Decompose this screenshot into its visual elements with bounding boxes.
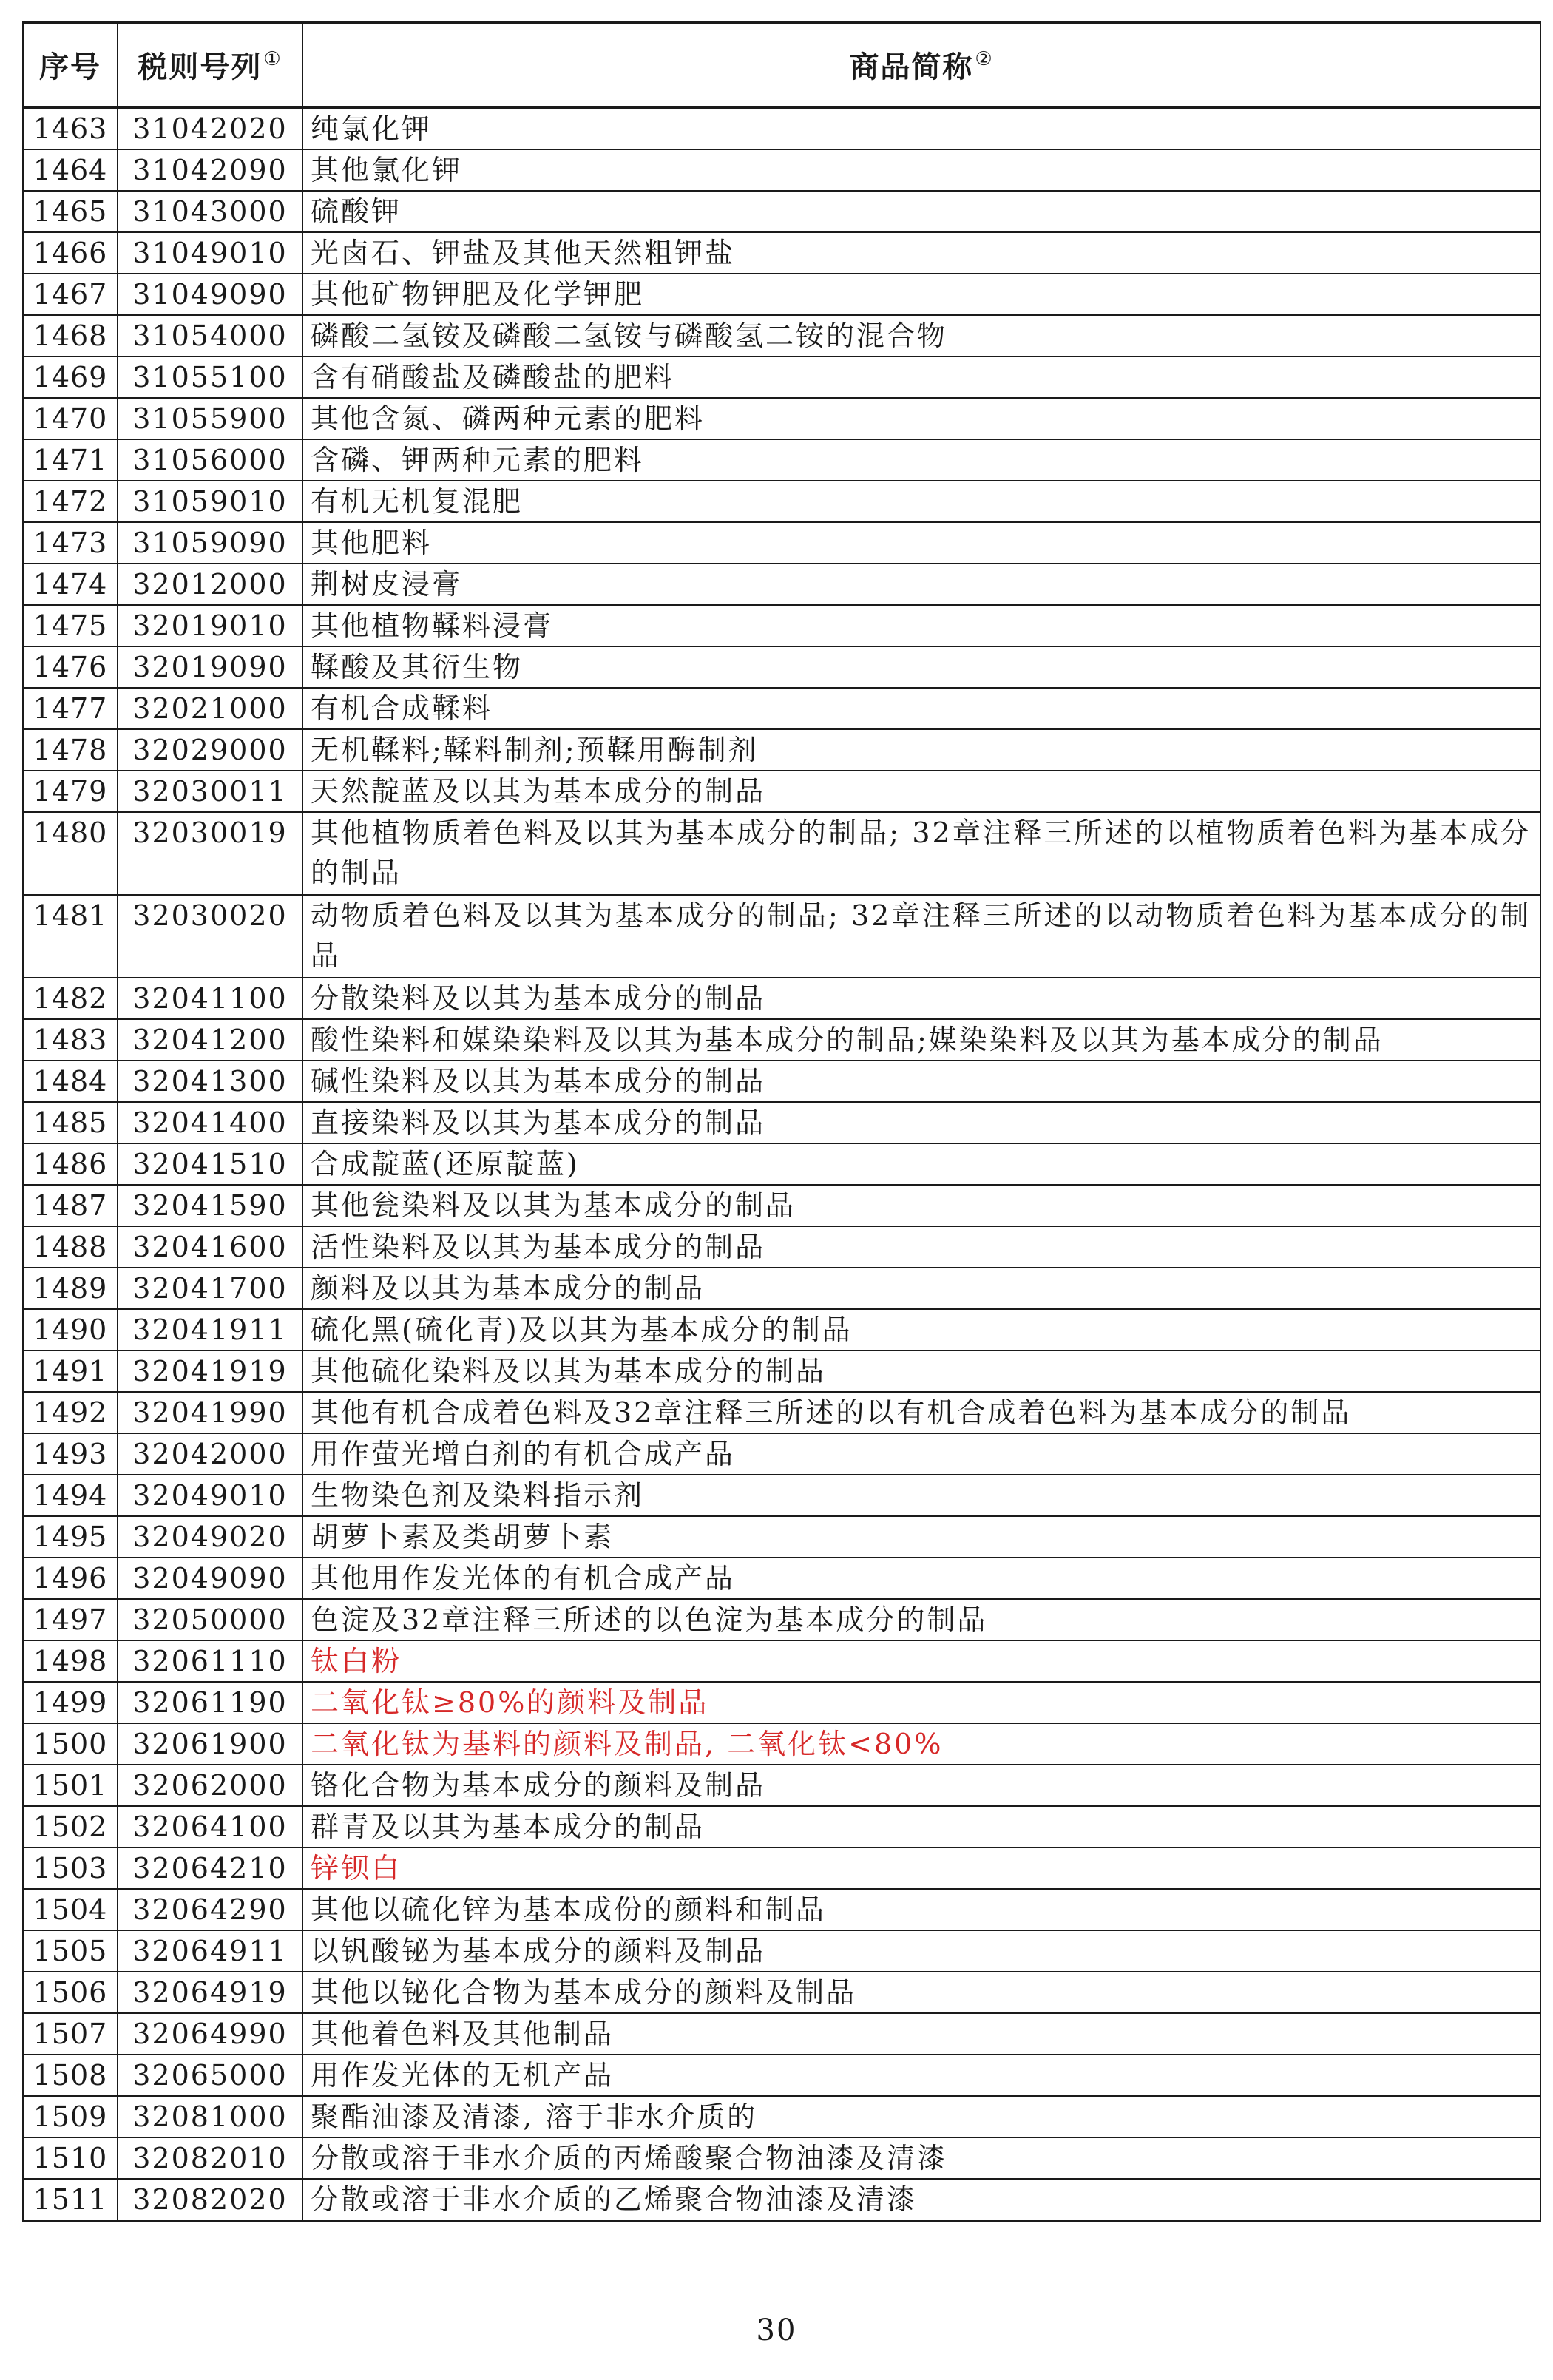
header-code-footnote-marker: ① [263, 48, 282, 71]
row-name-cell: 合成靛蓝(还原靛蓝) [302, 1143, 1540, 1185]
row-code-cell: 32049090 [118, 1558, 302, 1599]
table-row [23, 232, 1540, 274]
row-name-cell: 生物染色剂及染料指示剂 [302, 1475, 1540, 1516]
row-name-cell: 直接染料及以其为基本成分的制品 [302, 1102, 1540, 1143]
row-code-cell: 32012000 [118, 564, 302, 605]
row-code-cell: 32041590 [118, 1185, 302, 1226]
row-code-cell: 32030020 [118, 895, 302, 978]
row-seq-cell: 1486 [23, 1143, 118, 1185]
table-row [23, 2137, 1540, 2179]
row-seq-cell: 1505 [23, 1930, 118, 1972]
table-row [23, 1765, 1540, 1806]
table-row [23, 2055, 1540, 2096]
row-code-cell: 32019010 [118, 605, 302, 646]
row-code-cell: 31059090 [118, 522, 302, 564]
row-code-cell: 32061900 [118, 1723, 302, 1765]
row-code-cell: 32049020 [118, 1516, 302, 1558]
row-code-cell: 32041919 [118, 1350, 302, 1392]
row-code-cell: 32061190 [118, 1682, 302, 1723]
row-seq-cell: 1477 [23, 688, 118, 729]
row-seq-cell: 1470 [23, 398, 118, 439]
row-seq-cell: 1476 [23, 646, 118, 688]
row-code-cell: 32041990 [118, 1392, 302, 1433]
header-name-label: 商品简称 [849, 50, 974, 85]
row-name-cell: 含磷、钾两种元素的肥料 [302, 439, 1540, 481]
table-row [23, 646, 1540, 688]
row-seq-cell: 1465 [23, 191, 118, 232]
table-row [23, 1185, 1540, 1226]
row-code-cell: 32064290 [118, 1889, 302, 1930]
row-seq-cell: 1481 [23, 895, 118, 978]
table-row [23, 1682, 1540, 1723]
row-code-cell: 31042090 [118, 149, 302, 191]
table-row [23, 1930, 1540, 1972]
row-name-cell: 其他着色料及其他制品 [302, 2013, 1540, 2055]
row-seq-cell: 1464 [23, 149, 118, 191]
table-row [23, 2013, 1540, 2055]
table-row [23, 439, 1540, 481]
row-name-cell: 鞣酸及其衍生物 [302, 646, 1540, 688]
row-code-cell: 32030019 [118, 812, 302, 895]
row-name-cell: 其他含氮、磷两种元素的肥料 [302, 398, 1540, 439]
page-number: 30 [756, 2313, 797, 2347]
row-seq-cell: 1480 [23, 812, 118, 895]
row-code-cell: 31055100 [118, 356, 302, 398]
row-code-cell: 31059010 [118, 481, 302, 522]
table-row [23, 1723, 1540, 1765]
row-name-cell: 二氧化钛≥80%的颜料及制品 [302, 1682, 1540, 1723]
row-seq-cell: 1492 [23, 1392, 118, 1433]
row-code-cell: 32082020 [118, 2179, 302, 2221]
row-seq-cell: 1466 [23, 232, 118, 274]
table-row [23, 1847, 1540, 1889]
row-seq-cell: 1490 [23, 1309, 118, 1350]
row-name-cell: 其他肥料 [302, 522, 1540, 564]
row-code-cell: 32041300 [118, 1061, 302, 1102]
row-name-cell: 天然靛蓝及以其为基本成分的制品 [302, 771, 1540, 812]
table-row [23, 1599, 1540, 1640]
table-row [23, 1558, 1540, 1599]
table-row [23, 274, 1540, 315]
row-seq-cell: 1472 [23, 481, 118, 522]
header-seq [23, 23, 118, 107]
table-row [23, 149, 1540, 191]
row-name-cell: 钛白粉 [302, 1640, 1540, 1682]
row-name-cell: 以钒酸铋为基本成分的颜料及制品 [302, 1930, 1540, 1972]
table-row [23, 1102, 1540, 1143]
row-seq-cell: 1509 [23, 2096, 118, 2137]
row-seq-cell: 1503 [23, 1847, 118, 1889]
row-name-cell: 聚酯油漆及清漆, 溶于非水介质的 [302, 2096, 1540, 2137]
table-row [23, 688, 1540, 729]
table-row [23, 1226, 1540, 1268]
row-name-cell: 酸性染料和媒染染料及以其为基本成分的制品;媒染染料及以其为基本成分的制品 [302, 1019, 1540, 1061]
row-code-cell: 32042000 [118, 1433, 302, 1475]
row-seq-cell: 1510 [23, 2137, 118, 2179]
row-name-cell: 其他氯化钾 [302, 149, 1540, 191]
table-row [23, 1392, 1540, 1433]
header-code-label: 税则号列 [138, 50, 263, 85]
table-row [23, 1019, 1540, 1061]
row-name-cell: 有机无机复混肥 [302, 481, 1540, 522]
row-seq-cell: 1482 [23, 978, 118, 1019]
table-row [23, 771, 1540, 812]
row-code-cell: 32064919 [118, 1972, 302, 2013]
row-seq-cell: 1496 [23, 1558, 118, 1599]
row-code-cell: 32041100 [118, 978, 302, 1019]
row-name-cell: 纯氯化钾 [302, 107, 1540, 149]
table-row [23, 812, 1540, 895]
row-seq-cell: 1484 [23, 1061, 118, 1102]
row-seq-cell: 1497 [23, 1599, 118, 1640]
row-seq-cell: 1489 [23, 1268, 118, 1309]
row-seq-cell: 1485 [23, 1102, 118, 1143]
row-seq-cell: 1488 [23, 1226, 118, 1268]
row-seq-cell: 1511 [23, 2179, 118, 2221]
table-row [23, 605, 1540, 646]
row-code-cell: 32041400 [118, 1102, 302, 1143]
row-seq-cell: 1474 [23, 564, 118, 605]
table-row [23, 1806, 1540, 1847]
row-seq-cell: 1502 [23, 1806, 118, 1847]
row-code-cell: 32062000 [118, 1765, 302, 1806]
row-name-cell: 荆树皮浸膏 [302, 564, 1540, 605]
row-seq-cell: 1506 [23, 1972, 118, 2013]
table-row [23, 729, 1540, 771]
row-code-cell: 32064911 [118, 1930, 302, 1972]
row-seq-cell: 1463 [23, 107, 118, 149]
row-name-cell: 有机合成鞣料 [302, 688, 1540, 729]
row-name-cell: 用作萤光增白剂的有机合成产品 [302, 1433, 1540, 1475]
row-code-cell: 32041911 [118, 1309, 302, 1350]
row-seq-cell: 1499 [23, 1682, 118, 1723]
table-row [23, 481, 1540, 522]
table-row [23, 1433, 1540, 1475]
row-seq-cell: 1473 [23, 522, 118, 564]
row-code-cell: 32021000 [118, 688, 302, 729]
table-row [23, 107, 1540, 149]
table-row [23, 1350, 1540, 1392]
header-name [302, 23, 1540, 107]
table-row [23, 522, 1540, 564]
table-row [23, 1268, 1540, 1309]
row-name-cell: 胡萝卜素及类胡萝卜素 [302, 1516, 1540, 1558]
row-seq-cell: 1487 [23, 1185, 118, 1226]
row-code-cell: 32081000 [118, 2096, 302, 2137]
table-row [23, 895, 1540, 978]
row-name-cell: 其他用作发光体的有机合成产品 [302, 1558, 1540, 1599]
row-seq-cell: 1500 [23, 1723, 118, 1765]
row-code-cell: 32041600 [118, 1226, 302, 1268]
row-code-cell: 31049090 [118, 274, 302, 315]
row-name-cell: 分散或溶于非水介质的丙烯酸聚合物油漆及清漆 [302, 2137, 1540, 2179]
row-seq-cell: 1495 [23, 1516, 118, 1558]
table-body [23, 107, 1540, 2221]
row-name-cell: 其他瓮染料及以其为基本成分的制品 [302, 1185, 1540, 1226]
row-seq-cell: 1469 [23, 356, 118, 398]
row-seq-cell: 1498 [23, 1640, 118, 1682]
row-code-cell: 32030011 [118, 771, 302, 812]
table-row [23, 1516, 1540, 1558]
table-row [23, 1972, 1540, 2013]
row-code-cell: 31056000 [118, 439, 302, 481]
row-name-cell: 其他植物质着色料及以其为基本成分的制品; 32章注释三所述的以植物质着色料为基本成分的制品 [302, 812, 1540, 895]
row-name-cell: 其他植物鞣料浸膏 [302, 605, 1540, 646]
row-name-cell: 用作发光体的无机产品 [302, 2055, 1540, 2096]
row-name-cell: 其他硫化染料及以其为基本成分的制品 [302, 1350, 1540, 1392]
row-name-cell: 分散染料及以其为基本成分的制品 [302, 978, 1540, 1019]
row-seq-cell: 1467 [23, 274, 118, 315]
row-seq-cell: 1494 [23, 1475, 118, 1516]
row-seq-cell: 1504 [23, 1889, 118, 1930]
header-row [23, 23, 1540, 107]
row-name-cell: 其他以硫化锌为基本成份的颜料和制品 [302, 1889, 1540, 1930]
row-name-cell: 动物质着色料及以其为基本成分的制品; 32章注释三所述的以动物质着色料为基本成分的制品 [302, 895, 1540, 978]
row-code-cell: 31043000 [118, 191, 302, 232]
row-code-cell: 32050000 [118, 1599, 302, 1640]
header-name-footnote-marker: ② [975, 48, 994, 71]
row-seq-cell: 1501 [23, 1765, 118, 1806]
table-header [23, 23, 1540, 107]
row-code-cell: 32064990 [118, 2013, 302, 2055]
row-code-cell: 32049010 [118, 1475, 302, 1516]
row-name-cell: 无机鞣料;鞣料制剂;预鞣用酶制剂 [302, 729, 1540, 771]
table-row [23, 1309, 1540, 1350]
table-row [23, 564, 1540, 605]
row-seq-cell: 1478 [23, 729, 118, 771]
row-code-cell: 32061110 [118, 1640, 302, 1682]
row-seq-cell: 1471 [23, 439, 118, 481]
row-seq-cell: 1493 [23, 1433, 118, 1475]
row-code-cell: 32065000 [118, 2055, 302, 2096]
row-seq-cell: 1483 [23, 1019, 118, 1061]
row-code-cell: 31049010 [118, 232, 302, 274]
row-code-cell: 32041700 [118, 1268, 302, 1309]
tariff-table-sheet [22, 21, 1540, 2222]
table-row [23, 1143, 1540, 1185]
row-code-cell: 32041200 [118, 1019, 302, 1061]
row-seq-cell: 1508 [23, 2055, 118, 2096]
row-name-cell: 其他以铋化合物为基本成分的颜料及制品 [302, 1972, 1540, 2013]
header-seq-label: 序号 [39, 50, 101, 85]
table-row [23, 2179, 1540, 2221]
row-code-cell: 32029000 [118, 729, 302, 771]
table-row [23, 315, 1540, 356]
row-code-cell: 32041510 [118, 1143, 302, 1185]
row-name-cell: 碱性染料及以其为基本成分的制品 [302, 1061, 1540, 1102]
row-seq-cell: 1479 [23, 771, 118, 812]
table-row [23, 191, 1540, 232]
table-row [23, 978, 1540, 1019]
row-seq-cell: 1475 [23, 605, 118, 646]
row-seq-cell: 1468 [23, 315, 118, 356]
row-name-cell: 色淀及32章注释三所述的以色淀为基本成分的制品 [302, 1599, 1540, 1640]
table-row [23, 1061, 1540, 1102]
row-name-cell: 铬化合物为基本成分的颜料及制品 [302, 1765, 1540, 1806]
row-name-cell: 其他矿物钾肥及化学钾肥 [302, 274, 1540, 315]
row-name-cell: 磷酸二氢铵及磷酸二氢铵与磷酸氢二铵的混合物 [302, 315, 1540, 356]
row-name-cell: 分散或溶于非水介质的乙烯聚合物油漆及清漆 [302, 2179, 1540, 2221]
row-name-cell: 二氧化钛为基料的颜料及制品, 二氧化钛<80% [302, 1723, 1540, 1765]
row-code-cell: 31054000 [118, 315, 302, 356]
table-row [23, 1640, 1540, 1682]
row-code-cell: 31055900 [118, 398, 302, 439]
row-name-cell: 锌钡白 [302, 1847, 1540, 1889]
table-row [23, 1889, 1540, 1930]
header-code [118, 23, 302, 107]
row-code-cell: 32082010 [118, 2137, 302, 2179]
table-row [23, 398, 1540, 439]
row-code-cell: 31042020 [118, 107, 302, 149]
row-code-cell: 32019090 [118, 646, 302, 688]
row-name-cell: 颜料及以其为基本成分的制品 [302, 1268, 1540, 1309]
row-name-cell: 含有硝酸盐及磷酸盐的肥料 [302, 356, 1540, 398]
row-name-cell: 硫化黑(硫化青)及以其为基本成分的制品 [302, 1309, 1540, 1350]
row-code-cell: 32064100 [118, 1806, 302, 1847]
row-name-cell: 硫酸钾 [302, 191, 1540, 232]
row-name-cell: 群青及以其为基本成分的制品 [302, 1806, 1540, 1847]
row-code-cell: 32064210 [118, 1847, 302, 1889]
row-name-cell: 光卤石、钾盐及其他天然粗钾盐 [302, 232, 1540, 274]
table-row [23, 1475, 1540, 1516]
tariff-table [22, 21, 1541, 2222]
table-row [23, 356, 1540, 398]
row-name-cell: 其他有机合成着色料及32章注释三所述的以有机合成着色料为基本成分的制品 [302, 1392, 1540, 1433]
table-row [23, 2096, 1540, 2137]
row-name-cell: 活性染料及以其为基本成分的制品 [302, 1226, 1540, 1268]
row-seq-cell: 1507 [23, 2013, 118, 2055]
row-seq-cell: 1491 [23, 1350, 118, 1392]
